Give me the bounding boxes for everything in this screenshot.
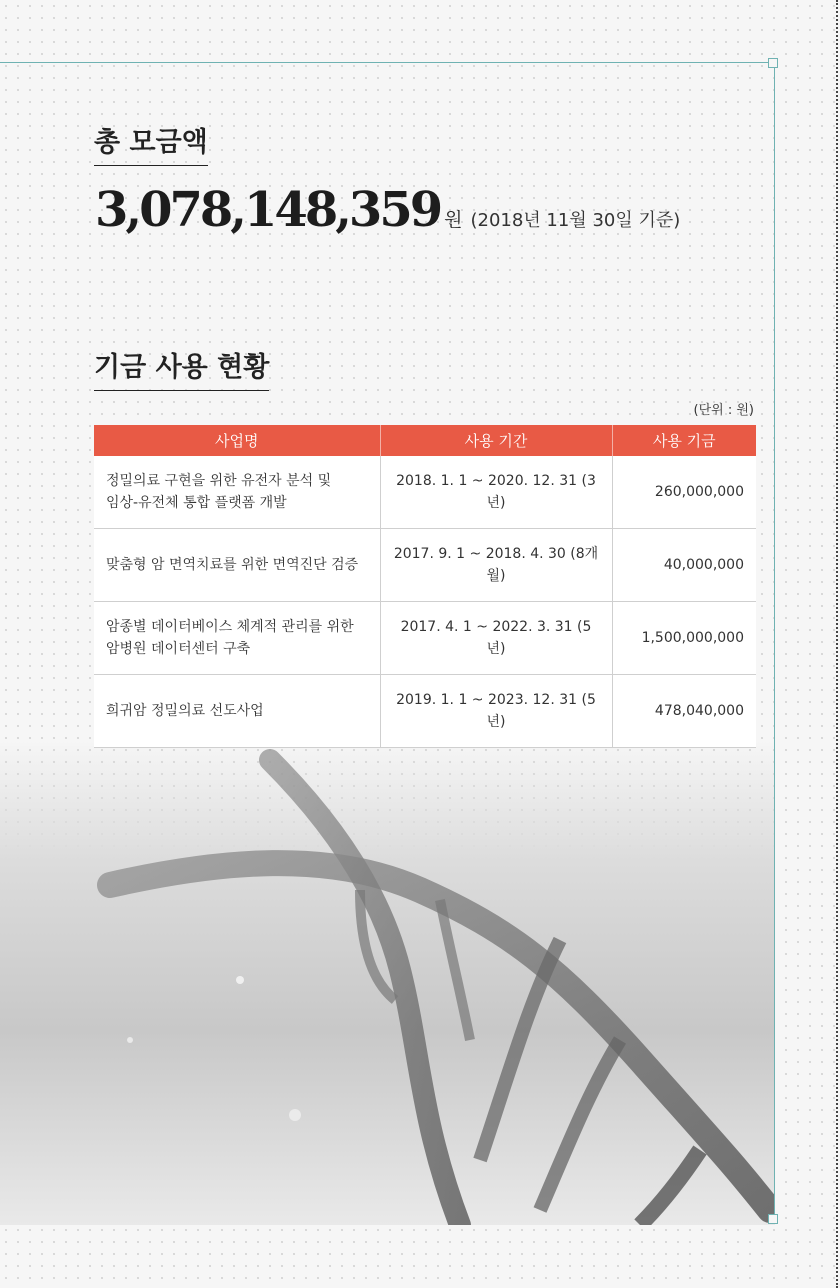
frame-corner-top [768,58,778,68]
fund-usage-title: 기금 사용 현황 [94,345,269,391]
total-donation [95,182,680,238]
total-donation-amount: 3,078,148,359 [95,182,441,238]
table-header-row [94,425,756,456]
table-row [94,675,756,748]
fund-usage-table [94,425,756,748]
usage-period: 2019. 1. 1 ~ 2023. 12. 31 (5년) [380,675,612,748]
unit-note: (단위 : 원) [693,403,754,418]
total-donation-unit: 원 [444,209,463,231]
project-name-line1: 맞춤형 암 면역치료를 위한 면역진단 검증 [106,557,359,573]
usage-amount: 260,000,000 [612,456,756,529]
project-name [94,456,380,529]
usage-period: 2017. 4. 1 ~ 2022. 3. 31 (5년) [380,602,612,675]
frame-corner-bottom [768,1214,778,1224]
table-row [94,529,756,602]
project-name-line1: 정밀의료 구현을 위한 유전자 분석 및 [106,473,332,489]
project-name-line2: 암병원 데이터센터 구축 [106,641,251,657]
project-name-line1: 암종별 데이터베이스 체계적 관리를 위한 [106,619,354,635]
table-row [94,456,756,529]
project-name-line1: 희귀암 정밀의료 선도사업 [106,703,264,719]
project-name [94,675,380,748]
header-usage-period: 사용 기간 [380,425,612,456]
project-name [94,529,380,602]
project-name-line2: 임상-유전체 통합 플랫폼 개발 [106,495,287,511]
project-name [94,602,380,675]
usage-amount: 40,000,000 [612,529,756,602]
usage-amount: 478,040,000 [612,675,756,748]
total-donation-title: 총 모금액 [94,120,208,166]
header-usage-amount: 사용 기금 [612,425,756,456]
usage-period: 2018. 1. 1 ~ 2020. 12. 31 (3년) [380,456,612,529]
total-donation-basis-date: (2018년 11월 30일 기준) [470,210,681,231]
header-project-name: 사업명 [94,425,380,456]
page-edge-dotted-line [836,0,840,1288]
usage-amount: 1,500,000,000 [612,602,756,675]
table-row [94,602,756,675]
usage-period: 2017. 9. 1 ~ 2018. 4. 30 (8개월) [380,529,612,602]
